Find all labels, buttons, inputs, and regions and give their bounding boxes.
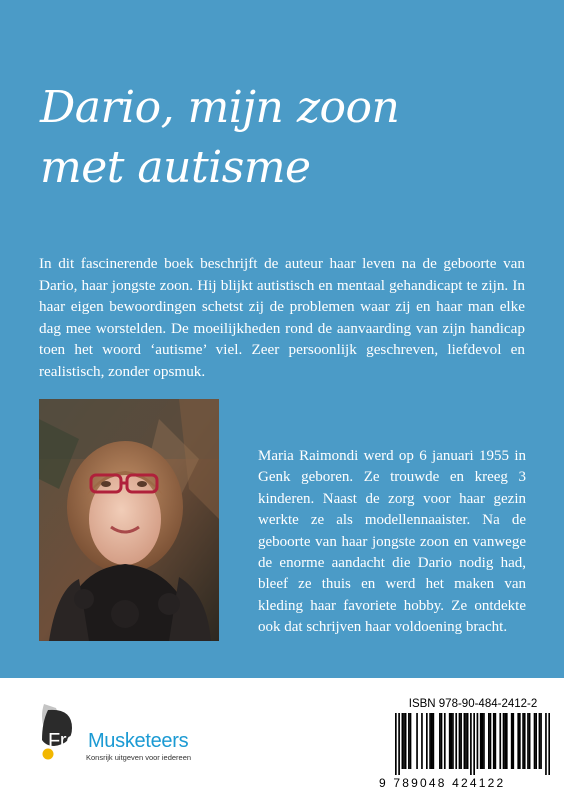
barcode-bar [455, 713, 457, 769]
barcode-bar [506, 713, 508, 769]
barcode-bar [464, 713, 466, 769]
barcode-bar [431, 713, 433, 769]
barcode-bar [408, 713, 410, 769]
barcode-bar [473, 713, 475, 775]
author-portrait-icon [39, 399, 219, 641]
barcode-bar [499, 713, 501, 769]
publisher-name-part2: Musketeers [87, 730, 189, 752]
barcode-bar [535, 713, 537, 769]
barcode-bar [488, 713, 490, 769]
barcode-bar [402, 713, 404, 769]
barcode-bar [483, 713, 485, 769]
barcode-bar [459, 713, 461, 769]
isbn-label: ISBN 978-90-484-2412-2 [408, 698, 538, 710]
barcode-bar [493, 713, 495, 769]
barcode-bar [534, 713, 536, 769]
barcode-bar [504, 713, 506, 769]
author-bio: Maria Raimondi werd op 6 januari 1955 in Genk geboren. Ze trouwde en kreeg 3 kinderen. Naast de zorg voor haar gezin werkte ze als modellennaaister. Na de geboorte van haar jongste zoon en vanwege de enorme aandacht die Dario nodig had, bleef ze thuis en werd het maken van kleding haar favoriete hobby. Ze ontdekte ook dat schrijven haar voldoening bracht. [258, 448, 526, 636]
publisher-name [48, 729, 188, 753]
barcode-bar [511, 713, 513, 769]
publisher-logo [38, 702, 238, 772]
barcode-bar [433, 713, 435, 769]
barcode-bar [421, 713, 423, 769]
barcode-bar [450, 713, 452, 769]
barcode-bar [452, 713, 454, 769]
barcode-bar [524, 713, 526, 769]
barcode-bar [439, 713, 441, 769]
barcode-bar [441, 713, 443, 769]
barcode-bar [522, 713, 524, 769]
author-photo [39, 399, 219, 641]
isbn-barcode [379, 697, 553, 793]
barcode-bar [517, 713, 519, 769]
barcode-bar [460, 713, 462, 769]
barcode-bar [426, 713, 428, 769]
title-line-1: Dario, mijn zoon [40, 82, 400, 133]
barcode-bars [395, 713, 550, 775]
barcode-bar [477, 713, 479, 769]
barcode-bar [545, 713, 547, 775]
barcode-bar [403, 713, 405, 769]
barcode-bar [429, 713, 431, 769]
barcode-bar [416, 713, 418, 769]
barcode-bar [480, 713, 482, 769]
barcode-bar [410, 713, 412, 769]
publisher-tagline: Konsrijk uitgeven voor iedereen [86, 753, 192, 762]
barcode-bar [395, 713, 397, 775]
barcode-bar [398, 713, 400, 775]
barcode-bar [470, 713, 472, 775]
barcode-bar [481, 713, 483, 769]
barcode-bar [539, 713, 541, 769]
barcode-bar [548, 713, 550, 775]
barcode-bar [449, 713, 451, 769]
barcode-bar [490, 713, 492, 769]
barcode-bar [444, 713, 446, 769]
barcode-bar [503, 713, 505, 769]
barcode-bar [527, 713, 529, 769]
publisher-name-part1: Free [48, 730, 88, 752]
barcode-bar [519, 713, 521, 769]
barcode-bar [529, 713, 531, 769]
book-blurb: In dit fascinerende boek beschrijft de auteur haar leven na de geboorte van Dario, haar jongste zoon. Hij blijkt autistisch en mentaal gehandicapt te zijn. In haar eigen bewoordingen schetst zij de problemen waar zij en haar man elke dag mee worstelden. De moeilijkheden rond de aanvaarding van zijn handicap toen het woord ‘autisme’ viel. Zeer persoonlijk geschreven, liefdevol en realistisch, zonder opsmuk. [39, 255, 525, 380]
title-line-2: met autisme [40, 142, 311, 193]
barcode-bar [495, 713, 497, 769]
barcode-bar [465, 713, 467, 769]
book-title [40, 78, 540, 198]
barcode-digits: 9 789048 424122 [379, 776, 506, 790]
barcode-bar [467, 713, 469, 769]
barcode-bar [540, 713, 542, 769]
barcode-bar [512, 713, 514, 769]
barcode-bar [405, 713, 407, 769]
